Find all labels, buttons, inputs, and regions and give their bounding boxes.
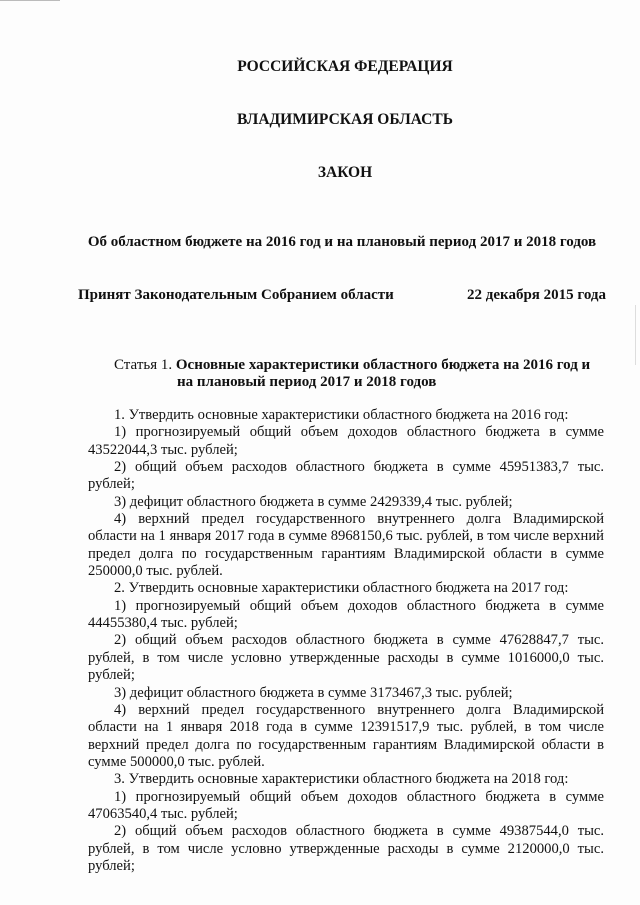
adoption-text: Принят Законодательным Собранием области (78, 287, 394, 303)
paragraph-item: 4) верхний предел государственного внутреннего долга Владимирской области на 1 января 2017 года в сумме 8968150,6 тыс. рублей, в том числе верхний предел долга по государственным гарантиям Владимирской области в сумме 250000,0 тыс. рублей. (88, 511, 604, 580)
paragraph-item: 2) общий объем расходов областного бюджета в сумме 49387544,0 тыс. рублей, в том числе условно утвержденные расходы в сумме 2120000,0 тыс. рублей; (88, 823, 604, 874)
doc-type-heading: ЗАКОН (317, 164, 373, 181)
paragraph-item: 3) дефицит областного бюджета в сумме 3173467,3 тыс. рублей; (114, 684, 513, 701)
article-title-line2: на плановый период 2017 и 2018 годов (177, 374, 437, 390)
paragraph-item: 3. Утвердить основные характеристики областного бюджета на 2018 год: (114, 771, 569, 788)
adoption-line (78, 287, 606, 304)
adoption-date: 22 декабря 2015 года (467, 287, 606, 303)
region-heading: ВЛАДИМИРСКАЯ ОБЛАСТЬ (237, 111, 453, 128)
paragraph-item: 1) прогнозируемый общий объем доходов областного бюджета в сумме 47063540,4 тыс. рублей; (88, 788, 604, 822)
article-title-line1: Основные характеристики областного бюджета на 2016 год и (175, 357, 591, 373)
article-heading (114, 357, 604, 391)
paragraph-item: 3) дефицит областного бюджета в сумме 2429339,4 тыс. рублей; (114, 493, 513, 510)
article-prefix: Статья 1. (114, 357, 176, 373)
paragraph-item: 2. Утвердить основные характеристики областного бюджета на 2017 год: (114, 580, 569, 597)
scan-edge-mark (0, 0, 60, 1)
paragraph-item: 1) прогнозируемый общий объем доходов областного бюджета в сумме 43522044,3 тыс. рублей; (88, 424, 604, 458)
law-title: Об областном бюджете на 2016 год и на плановый период 2017 и 2018 годов (87, 234, 597, 250)
paragraph-item: 1) прогнозируемый общий объем доходов областного бюджета в сумме 44455380,4 тыс. рублей; (88, 597, 604, 632)
paragraph-item: 2) общий объем расходов областного бюджета в сумме 47628847,7 тыс. рублей, в том числе условно утвержденные расходы в сумме 1016000,0 тыс. рублей; (88, 632, 604, 684)
paragraph-item: 1. Утвердить основные характеристики областного бюджета на 2016 год: (114, 407, 569, 423)
scan-edge-mark (635, 305, 636, 365)
article-body (88, 407, 604, 875)
paragraph-item: 2) общий объем расходов областного бюджета в сумме 45951383,7 тыс. рублей; (88, 459, 604, 493)
paragraph-item: 4) верхний предел государственного внутреннего долга Владимирской области на 1 января 2018 года в сумме 12391517,9 тыс. рублей, в том числе верхний предел долга по государственным гарантиям Владимирской области в сумме 500000,0 тыс. рублей. (88, 701, 604, 770)
federation-heading: РОССИЙСКАЯ ФЕДЕРАЦИЯ (237, 58, 453, 75)
